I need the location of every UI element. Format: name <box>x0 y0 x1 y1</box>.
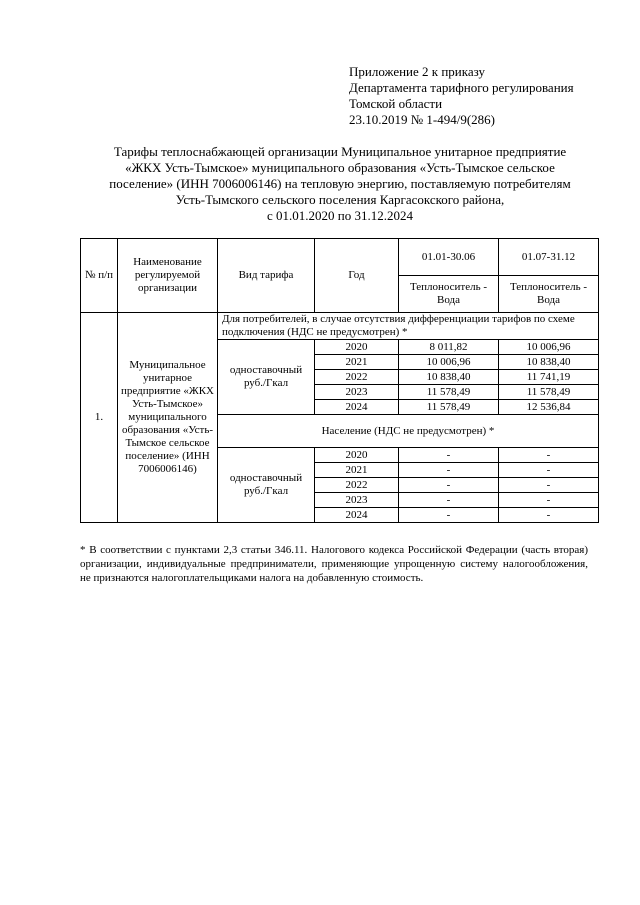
appendix-line: 23.10.2019 № 1-494/9(286) <box>349 112 496 127</box>
year-cell: 2020 <box>315 448 399 463</box>
header-tariff-type: Вид тарифа <box>218 239 315 313</box>
tariff-value: 11 578,49 <box>499 385 599 400</box>
year-cell: 2022 <box>315 370 399 385</box>
title-line: поселение» (ИНН 7006006146) на тепловую энергию, поставляемую потребителям <box>109 176 571 191</box>
appendix-line: Департамента тарифного регулирования <box>349 80 574 95</box>
tariff-value: 10 006,96 <box>399 355 499 370</box>
year-cell: 2024 <box>315 400 399 415</box>
tariff-type-cell: одноставочный руб./Гкал <box>218 340 315 415</box>
header-carrier-2: Теплоноситель - Вода <box>499 276 599 313</box>
tariff-value: - <box>399 493 499 508</box>
header-period-1: 01.01-30.06 <box>399 239 499 276</box>
tariff-value: - <box>399 463 499 478</box>
tariff-value: - <box>399 478 499 493</box>
organization-name: Муниципальное унитарное предприятие «ЖКХ Усть-Тымское» муниципального образования «Усть-Тымское сельское поселение» (ИНН 7006006146) <box>118 313 218 523</box>
appendix-line: Томской области <box>349 96 443 111</box>
appendix-block <box>349 64 574 128</box>
header-org-name: Наименование регулируемой организации <box>118 239 218 313</box>
year-cell: 2021 <box>315 355 399 370</box>
tariff-value: - <box>499 508 599 523</box>
year-cell: 2020 <box>315 340 399 355</box>
header-year: Год <box>315 239 399 313</box>
tariff-value: 10 006,96 <box>499 340 599 355</box>
header-period-2: 01.07-31.12 <box>499 239 599 276</box>
tariff-value: - <box>499 463 599 478</box>
title-line: Усть-Тымского сельского поселения Каргасокского района, <box>175 192 505 207</box>
tariff-value: - <box>399 448 499 463</box>
tariff-value: 8 011,82 <box>399 340 499 355</box>
row-number: 1. <box>81 313 118 523</box>
tariff-value: 11 741,19 <box>499 370 599 385</box>
tariff-value: - <box>399 508 499 523</box>
tariff-value: 10 838,40 <box>499 355 599 370</box>
tariff-type-cell: одноставочный руб./Гкал <box>218 448 315 523</box>
title-line: Тарифы теплоснабжающей организации Муниципальное унитарное предприятие <box>113 144 567 159</box>
year-cell: 2024 <box>315 508 399 523</box>
tariff-value: - <box>499 478 599 493</box>
tariff-value: 11 578,49 <box>399 385 499 400</box>
header-number: № п/п <box>81 239 118 313</box>
title-line: «ЖКХ Усть-Тымское» муниципального образования «Усть-Тымское сельское <box>125 160 555 175</box>
tariff-value: - <box>499 448 599 463</box>
tariff-table <box>80 238 599 523</box>
title-line: с 01.01.2020 по 31.12.2024 <box>267 208 413 223</box>
appendix-line: Приложение 2 к приказу <box>349 64 486 79</box>
tariff-value: 12 536,84 <box>499 400 599 415</box>
tariff-value: 10 838,40 <box>399 370 499 385</box>
year-cell: 2022 <box>315 478 399 493</box>
tariff-value: 11 578,49 <box>399 400 499 415</box>
footnote: * В соответствии с пунктами 2,3 статьи 346.11. Налогового кодекса Российской Федерации (часть вторая) организации, индивидуальные предприниматели, применяющие упрощенную систему налогообложения, не признаются налогоплательщиками налога на добавленную стоимость. <box>80 544 588 584</box>
year-cell: 2023 <box>315 385 399 400</box>
section-caption-population: Население (НДС не предусмотрен) * <box>218 415 599 448</box>
section-caption-consumers: Для потребителей, в случае отсутствия дифференциации тарифов по схеме подключения (НДС не предусмотрен) * <box>218 313 599 340</box>
year-cell: 2021 <box>315 463 399 478</box>
document-title <box>80 144 600 224</box>
header-carrier-1: Теплоноситель - Вода <box>399 276 499 313</box>
tariff-value: - <box>499 493 599 508</box>
year-cell: 2023 <box>315 493 399 508</box>
